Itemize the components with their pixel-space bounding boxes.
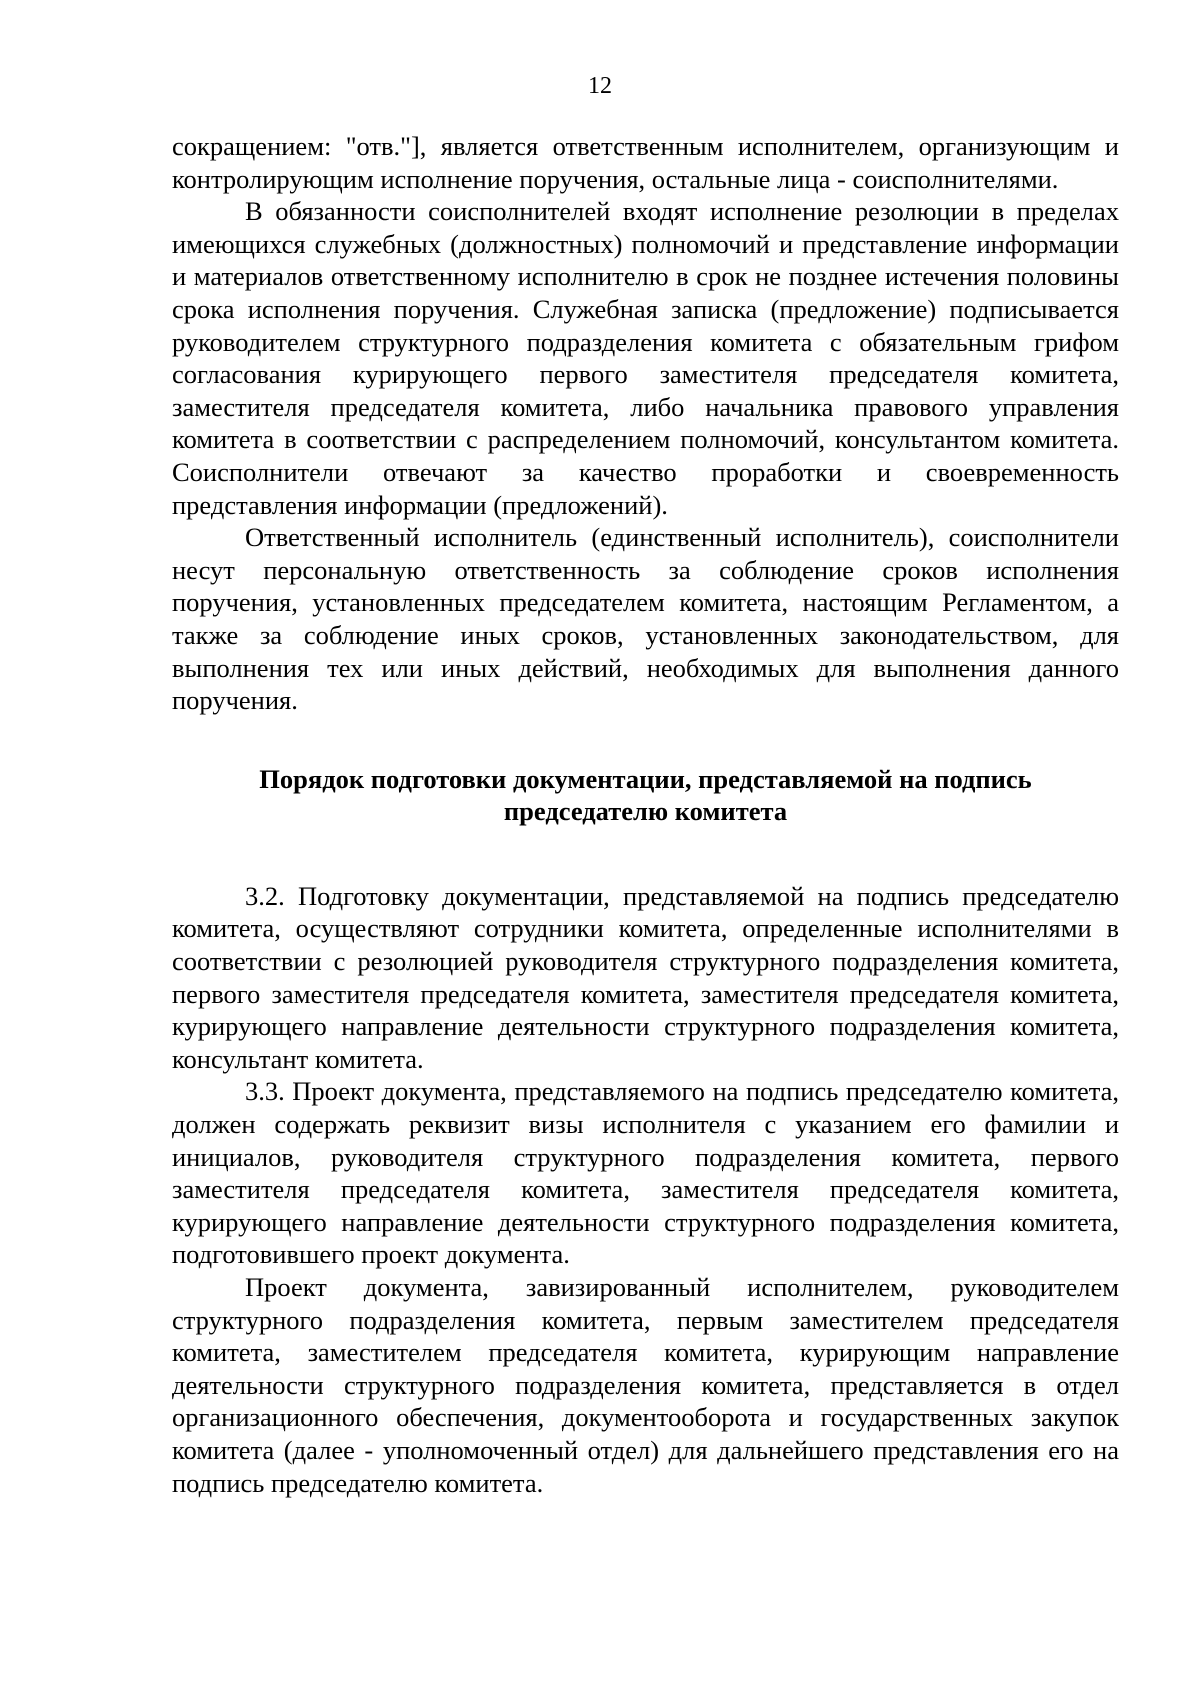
page-number: 12	[588, 73, 612, 99]
paragraph-co-executor-duties: В обязанности соисполнителей входят исполнение резолюции в пределах имеющихся служебных (должностных) полномочий и представление информации и материалов ответственному исполнителю в срок не позднее истечения половины срока исполнения поручения. Служебная записка (предложение) подписывается руководителем структурного подразделения комитета с обязательным грифом согласования курирующего первого заместителя председателя комитета, заместителя председателя комитета, либо начальника правового управления комитета в соответствии с распределением полномочий, консультантом комитета. Соисполнители отвечают за качество проработки и своевременность представления информации (предложений).	[172, 196, 1119, 520]
paragraph-personal-responsibility: Ответственный исполнитель (единственный исполнитель), соисполнители несут персональную ответственность за соблюдение сроков исполнения поручения, установленных председателем комитета, настоящим Регламентом, а также за соблюдение иных сроков, установленных законодательством, для выполнения тех или иных действий, необходимых для выполнения данного поручения.	[172, 522, 1119, 716]
paragraph-draft-submission: Проект документа, завизированный исполнителем, руководителем структурного подразделения комитета, первым заместителем председателя комитета, заместителем председателя комитета, курирующим направление деятельности структурного подразделения комитета, представляется в отдел организационного обеспечения, документооборота и государственных закупок комитета (далее - уполномоченный отдел) для дальнейшего представления его на подпись председателю комитета.	[172, 1272, 1119, 1498]
paragraph-responsible-executor-continued: сокращением: "отв."], является ответственным исполнителем, организующим и контролирующим исполнение поручения, остальные лица - соисполнителями.	[172, 131, 1119, 194]
section-heading-line-2: председателю комитета	[503, 796, 788, 827]
paragraph-clause-3-3: 3.3. Проект документа, представляемого на подпись председателю комитета, должен содержать реквизит визы исполнителя с указанием его фамилии и инициалов, руководителя структурного подразделения комитета, первого заместителя председателя комитета, заместителя председателя комитета, курирующего направление деятельности структурного подразделения комитета, подготовившего проект документа.	[172, 1076, 1119, 1270]
section-heading	[172, 763, 1119, 828]
paragraph-clause-3-2: 3.2. Подготовку документации, представляемой на подпись председателю комитета, осуществляют сотрудники комитета, определенные исполнителями в соответствии с резолюцией руководителя структурного подразделения комитета, первого заместителя председателя комитета, заместителя председателя комитета, курирующего направление деятельности структурного подразделения комитета, консультант комитета.	[172, 880, 1119, 1074]
section-heading-line-1: Порядок подготовки документации, представляемой на подпись	[259, 763, 1032, 794]
document-body	[172, 130, 1119, 1499]
